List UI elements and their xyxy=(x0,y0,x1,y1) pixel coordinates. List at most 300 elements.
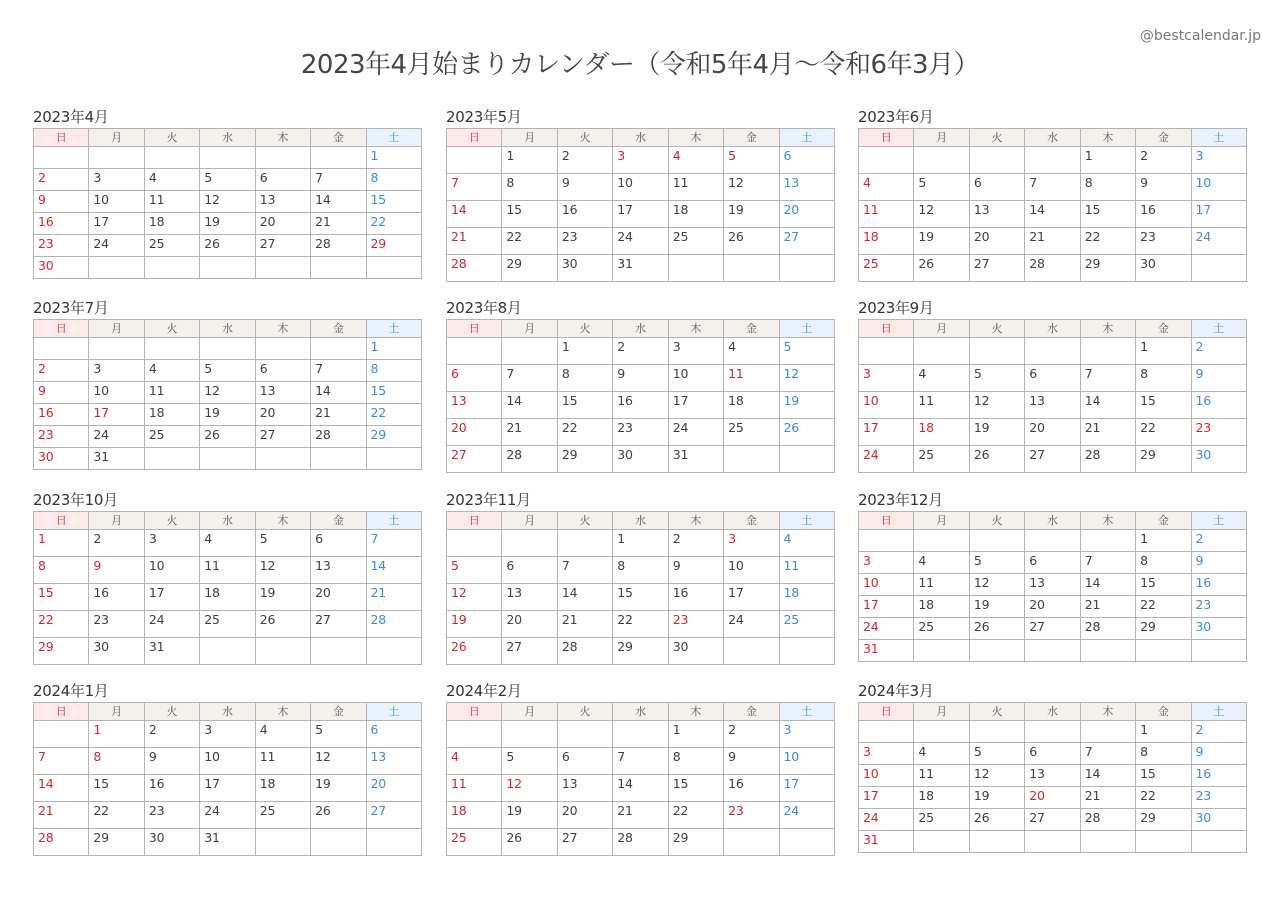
empty-cell xyxy=(447,147,502,174)
month-title: 2023年6月 xyxy=(858,108,934,126)
week-row xyxy=(34,448,422,470)
day-cell: 16 xyxy=(34,213,89,235)
day-cell: 1 xyxy=(1136,338,1191,365)
day-cell: 19 xyxy=(724,201,779,228)
day-cell: 5 xyxy=(447,557,502,584)
weekday-header: 木 xyxy=(255,703,310,721)
weekday-header-row xyxy=(34,703,422,721)
day-cell: 28 xyxy=(613,829,668,856)
day-cell: 23 xyxy=(557,228,612,255)
week-row xyxy=(447,611,835,638)
day-cell: 4 xyxy=(859,174,914,201)
day-cell: 15 xyxy=(613,584,668,611)
weekday-header: 月 xyxy=(914,129,969,147)
empty-cell xyxy=(447,338,502,365)
weekday-header: 火 xyxy=(969,320,1024,338)
empty-cell xyxy=(914,338,969,365)
weekday-header: 水 xyxy=(1025,703,1080,721)
day-cell: 21 xyxy=(557,611,612,638)
weekday-header-row xyxy=(34,320,422,338)
month-title: 2023年7月 xyxy=(33,299,109,317)
empty-cell xyxy=(668,255,723,282)
week-row xyxy=(34,382,422,404)
day-cell: 22 xyxy=(1136,596,1191,618)
week-row xyxy=(34,404,422,426)
empty-cell xyxy=(200,338,255,360)
day-cell: 4 xyxy=(255,721,310,748)
weekday-header: 土 xyxy=(366,129,421,147)
weekday-header: 木 xyxy=(668,129,723,147)
day-cell: 8 xyxy=(1136,552,1191,574)
day-cell: 22 xyxy=(34,611,89,638)
day-cell: 11 xyxy=(914,392,969,419)
day-cell: 21 xyxy=(1080,787,1135,809)
day-cell: 11 xyxy=(724,365,779,392)
day-cell: 13 xyxy=(366,748,421,775)
week-row xyxy=(447,748,835,775)
day-cell: 4 xyxy=(779,530,834,557)
day-cell: 13 xyxy=(557,775,612,802)
day-cell: 13 xyxy=(1025,765,1080,787)
day-cell: 28 xyxy=(1025,255,1080,282)
empty-cell xyxy=(1080,338,1135,365)
day-cell: 10 xyxy=(613,174,668,201)
day-cell: 6 xyxy=(1025,365,1080,392)
empty-cell xyxy=(779,446,834,473)
day-cell: 2 xyxy=(144,721,199,748)
day-cell: 12 xyxy=(969,574,1024,596)
week-row xyxy=(447,802,835,829)
week-row xyxy=(34,530,422,557)
day-cell: 11 xyxy=(200,557,255,584)
week-row xyxy=(447,446,835,473)
day-cell: 29 xyxy=(613,638,668,665)
site-watermark: @bestcalendar.jp xyxy=(1139,28,1261,44)
day-cell: 10 xyxy=(1191,174,1246,201)
day-cell: 6 xyxy=(255,169,310,191)
day-cell: 18 xyxy=(724,392,779,419)
day-cell: 11 xyxy=(144,382,199,404)
day-cell: 31 xyxy=(668,446,723,473)
empty-cell xyxy=(724,446,779,473)
day-cell: 23 xyxy=(724,802,779,829)
weekday-header: 木 xyxy=(1080,320,1135,338)
empty-cell xyxy=(255,638,310,665)
weekday-header: 日 xyxy=(859,512,914,530)
day-cell: 13 xyxy=(502,584,557,611)
day-cell: 27 xyxy=(779,228,834,255)
weekday-header: 水 xyxy=(1025,512,1080,530)
day-cell: 1 xyxy=(502,147,557,174)
day-cell: 28 xyxy=(366,611,421,638)
empty-cell xyxy=(447,721,502,748)
weekday-header: 日 xyxy=(447,512,502,530)
day-cell: 14 xyxy=(1080,765,1135,787)
day-cell: 20 xyxy=(557,802,612,829)
day-cell: 24 xyxy=(1191,228,1246,255)
day-cell: 2 xyxy=(1191,530,1246,552)
day-cell: 18 xyxy=(914,596,969,618)
day-cell: 30 xyxy=(613,446,668,473)
day-cell: 3 xyxy=(613,147,668,174)
week-row xyxy=(859,147,1247,174)
week-row xyxy=(859,640,1247,662)
day-cell: 3 xyxy=(1191,147,1246,174)
week-row xyxy=(859,228,1247,255)
day-cell: 5 xyxy=(255,530,310,557)
day-cell: 5 xyxy=(200,169,255,191)
day-cell: 29 xyxy=(1136,446,1191,473)
week-row xyxy=(447,419,835,446)
day-cell: 11 xyxy=(668,174,723,201)
weekday-header: 金 xyxy=(311,129,366,147)
day-cell: 6 xyxy=(1025,552,1080,574)
week-row xyxy=(859,255,1247,282)
weekday-header-row xyxy=(859,512,1247,530)
day-cell: 26 xyxy=(969,446,1024,473)
empty-cell xyxy=(859,721,914,743)
day-cell: 22 xyxy=(1136,419,1191,446)
day-cell: 12 xyxy=(969,765,1024,787)
day-cell: 15 xyxy=(1136,765,1191,787)
week-row xyxy=(859,618,1247,640)
week-row xyxy=(859,765,1247,787)
day-cell: 7 xyxy=(1025,174,1080,201)
week-row xyxy=(859,831,1247,853)
week-row xyxy=(859,721,1247,743)
day-cell: 12 xyxy=(779,365,834,392)
day-cell: 27 xyxy=(969,255,1024,282)
day-cell: 26 xyxy=(311,802,366,829)
day-cell: 6 xyxy=(255,360,310,382)
day-cell: 26 xyxy=(779,419,834,446)
day-cell: 23 xyxy=(89,611,144,638)
day-cell: 7 xyxy=(1080,743,1135,765)
day-cell: 7 xyxy=(502,365,557,392)
day-cell: 15 xyxy=(557,392,612,419)
weekday-header: 月 xyxy=(502,512,557,530)
day-cell: 8 xyxy=(89,748,144,775)
day-cell: 18 xyxy=(914,787,969,809)
day-cell: 17 xyxy=(779,775,834,802)
day-cell: 30 xyxy=(557,255,612,282)
day-cell: 12 xyxy=(914,201,969,228)
day-cell: 25 xyxy=(914,618,969,640)
month-calendar xyxy=(33,489,422,665)
day-cell: 4 xyxy=(200,530,255,557)
day-cell: 2 xyxy=(1191,338,1246,365)
day-cell: 5 xyxy=(502,748,557,775)
day-cell: 1 xyxy=(557,338,612,365)
empty-cell xyxy=(914,530,969,552)
day-cell: 28 xyxy=(34,829,89,856)
weekday-header: 水 xyxy=(200,703,255,721)
day-cell: 30 xyxy=(1136,255,1191,282)
weekday-header: 月 xyxy=(89,703,144,721)
empty-cell xyxy=(311,338,366,360)
day-cell: 2 xyxy=(34,169,89,191)
weekday-header: 日 xyxy=(447,129,502,147)
day-cell: 13 xyxy=(255,382,310,404)
empty-cell xyxy=(914,831,969,853)
day-cell: 27 xyxy=(502,638,557,665)
empty-cell xyxy=(366,448,421,470)
week-row xyxy=(859,365,1247,392)
day-cell: 8 xyxy=(366,169,421,191)
weekday-header: 金 xyxy=(1136,512,1191,530)
empty-cell xyxy=(914,147,969,174)
day-cell: 21 xyxy=(502,419,557,446)
day-cell: 7 xyxy=(557,557,612,584)
empty-cell xyxy=(1025,530,1080,552)
day-cell: 19 xyxy=(969,419,1024,446)
empty-cell xyxy=(724,638,779,665)
day-cell: 7 xyxy=(366,530,421,557)
day-cell: 23 xyxy=(1191,596,1246,618)
week-row xyxy=(447,721,835,748)
day-cell: 27 xyxy=(255,426,310,448)
month-table xyxy=(446,128,835,282)
day-cell: 29 xyxy=(1136,809,1191,831)
day-cell: 17 xyxy=(89,404,144,426)
month-calendar xyxy=(33,297,422,470)
empty-cell xyxy=(1080,640,1135,662)
day-cell: 17 xyxy=(859,596,914,618)
day-cell: 19 xyxy=(200,404,255,426)
empty-cell xyxy=(34,147,89,169)
weekday-header: 金 xyxy=(724,512,779,530)
day-cell: 9 xyxy=(1191,552,1246,574)
day-cell: 13 xyxy=(779,174,834,201)
day-cell: 27 xyxy=(311,611,366,638)
day-cell: 21 xyxy=(447,228,502,255)
day-cell: 25 xyxy=(859,255,914,282)
weekday-header: 日 xyxy=(859,703,914,721)
day-cell: 2 xyxy=(557,147,612,174)
day-cell: 8 xyxy=(1136,365,1191,392)
day-cell: 4 xyxy=(144,360,199,382)
empty-cell xyxy=(255,257,310,279)
empty-cell xyxy=(969,338,1024,365)
day-cell: 24 xyxy=(200,802,255,829)
day-cell: 3 xyxy=(779,721,834,748)
day-cell: 10 xyxy=(859,574,914,596)
month-table xyxy=(446,511,835,665)
week-row xyxy=(34,257,422,279)
day-cell: 29 xyxy=(1080,255,1135,282)
empty-cell xyxy=(1136,831,1191,853)
day-cell: 31 xyxy=(859,831,914,853)
day-cell: 4 xyxy=(144,169,199,191)
day-cell: 12 xyxy=(447,584,502,611)
weekday-header: 金 xyxy=(311,703,366,721)
week-row xyxy=(34,169,422,191)
day-cell: 17 xyxy=(724,584,779,611)
weekday-header: 水 xyxy=(613,320,668,338)
day-cell: 20 xyxy=(779,201,834,228)
day-cell: 18 xyxy=(255,775,310,802)
day-cell: 5 xyxy=(311,721,366,748)
day-cell: 30 xyxy=(144,829,199,856)
day-cell: 23 xyxy=(144,802,199,829)
empty-cell xyxy=(144,257,199,279)
day-cell: 29 xyxy=(366,235,421,257)
day-cell: 16 xyxy=(557,201,612,228)
day-cell: 19 xyxy=(311,775,366,802)
day-cell: 5 xyxy=(969,743,1024,765)
day-cell: 9 xyxy=(724,748,779,775)
day-cell: 19 xyxy=(969,596,1024,618)
day-cell: 14 xyxy=(613,775,668,802)
week-row xyxy=(34,213,422,235)
day-cell: 4 xyxy=(447,748,502,775)
day-cell: 20 xyxy=(255,404,310,426)
week-row xyxy=(859,574,1247,596)
day-cell: 10 xyxy=(144,557,199,584)
week-row xyxy=(34,829,422,856)
day-cell: 25 xyxy=(779,611,834,638)
day-cell: 12 xyxy=(969,392,1024,419)
empty-cell xyxy=(914,640,969,662)
weekday-header: 火 xyxy=(144,320,199,338)
day-cell: 24 xyxy=(89,426,144,448)
day-cell: 21 xyxy=(366,584,421,611)
day-cell: 20 xyxy=(1025,787,1080,809)
month-calendar xyxy=(33,106,422,279)
day-cell: 12 xyxy=(502,775,557,802)
weekday-header: 土 xyxy=(779,320,834,338)
day-cell: 13 xyxy=(969,201,1024,228)
weekday-header: 土 xyxy=(1191,129,1246,147)
weekday-header: 月 xyxy=(89,512,144,530)
weekday-header: 日 xyxy=(34,512,89,530)
week-row xyxy=(859,174,1247,201)
weekday-header: 月 xyxy=(89,129,144,147)
empty-cell xyxy=(724,829,779,856)
day-cell: 8 xyxy=(34,557,89,584)
weekday-header: 月 xyxy=(89,320,144,338)
day-cell: 31 xyxy=(144,638,199,665)
week-row xyxy=(859,743,1247,765)
day-cell: 24 xyxy=(613,228,668,255)
week-row xyxy=(34,557,422,584)
week-row xyxy=(859,338,1247,365)
day-cell: 25 xyxy=(914,446,969,473)
empty-cell xyxy=(1025,721,1080,743)
day-cell: 8 xyxy=(668,748,723,775)
day-cell: 1 xyxy=(1136,530,1191,552)
day-cell: 14 xyxy=(366,557,421,584)
day-cell: 12 xyxy=(255,557,310,584)
day-cell: 16 xyxy=(34,404,89,426)
day-cell: 18 xyxy=(447,802,502,829)
day-cell: 18 xyxy=(668,201,723,228)
day-cell: 28 xyxy=(1080,446,1135,473)
day-cell: 22 xyxy=(366,404,421,426)
day-cell: 31 xyxy=(200,829,255,856)
day-cell: 20 xyxy=(502,611,557,638)
empty-cell xyxy=(89,147,144,169)
day-cell: 26 xyxy=(447,638,502,665)
day-cell: 11 xyxy=(447,775,502,802)
day-cell: 11 xyxy=(914,574,969,596)
day-cell: 23 xyxy=(34,426,89,448)
day-cell: 12 xyxy=(311,748,366,775)
day-cell: 21 xyxy=(34,802,89,829)
week-row xyxy=(34,721,422,748)
day-cell: 14 xyxy=(311,382,366,404)
day-cell: 23 xyxy=(1191,419,1246,446)
day-cell: 6 xyxy=(447,365,502,392)
day-cell: 10 xyxy=(668,365,723,392)
empty-cell xyxy=(969,147,1024,174)
day-cell: 8 xyxy=(613,557,668,584)
empty-cell xyxy=(1191,831,1246,853)
day-cell: 31 xyxy=(613,255,668,282)
day-cell: 19 xyxy=(779,392,834,419)
day-cell: 23 xyxy=(1136,228,1191,255)
weekday-header: 月 xyxy=(502,320,557,338)
empty-cell xyxy=(447,530,502,557)
month-title: 2023年10月 xyxy=(33,491,118,509)
day-cell: 17 xyxy=(668,392,723,419)
day-cell: 25 xyxy=(144,235,199,257)
week-row xyxy=(447,829,835,856)
weekday-header: 土 xyxy=(1191,320,1246,338)
week-row xyxy=(34,191,422,213)
empty-cell xyxy=(144,147,199,169)
day-cell: 29 xyxy=(34,638,89,665)
day-cell: 16 xyxy=(1191,392,1246,419)
week-row xyxy=(34,611,422,638)
day-cell: 13 xyxy=(255,191,310,213)
empty-cell xyxy=(1025,640,1080,662)
day-cell: 1 xyxy=(1136,721,1191,743)
week-row xyxy=(859,419,1247,446)
day-cell: 10 xyxy=(89,382,144,404)
day-cell: 28 xyxy=(1080,809,1135,831)
month-table xyxy=(33,511,422,665)
week-row xyxy=(859,552,1247,574)
weekday-header: 木 xyxy=(255,129,310,147)
week-row xyxy=(859,392,1247,419)
day-cell: 19 xyxy=(255,584,310,611)
empty-cell xyxy=(859,530,914,552)
day-cell: 17 xyxy=(859,419,914,446)
day-cell: 9 xyxy=(1191,365,1246,392)
month-table xyxy=(858,128,1247,282)
day-cell: 10 xyxy=(859,392,914,419)
day-cell: 27 xyxy=(557,829,612,856)
day-cell: 18 xyxy=(779,584,834,611)
day-cell: 18 xyxy=(144,213,199,235)
day-cell: 14 xyxy=(34,775,89,802)
day-cell: 24 xyxy=(89,235,144,257)
day-cell: 4 xyxy=(668,147,723,174)
day-cell: 10 xyxy=(89,191,144,213)
day-cell: 24 xyxy=(779,802,834,829)
weekday-header: 日 xyxy=(34,320,89,338)
day-cell: 23 xyxy=(34,235,89,257)
day-cell: 9 xyxy=(34,191,89,213)
day-cell: 1 xyxy=(89,721,144,748)
empty-cell xyxy=(969,530,1024,552)
day-cell: 14 xyxy=(557,584,612,611)
day-cell: 15 xyxy=(1136,574,1191,596)
day-cell: 19 xyxy=(200,213,255,235)
weekday-header: 水 xyxy=(200,129,255,147)
day-cell: 5 xyxy=(724,147,779,174)
